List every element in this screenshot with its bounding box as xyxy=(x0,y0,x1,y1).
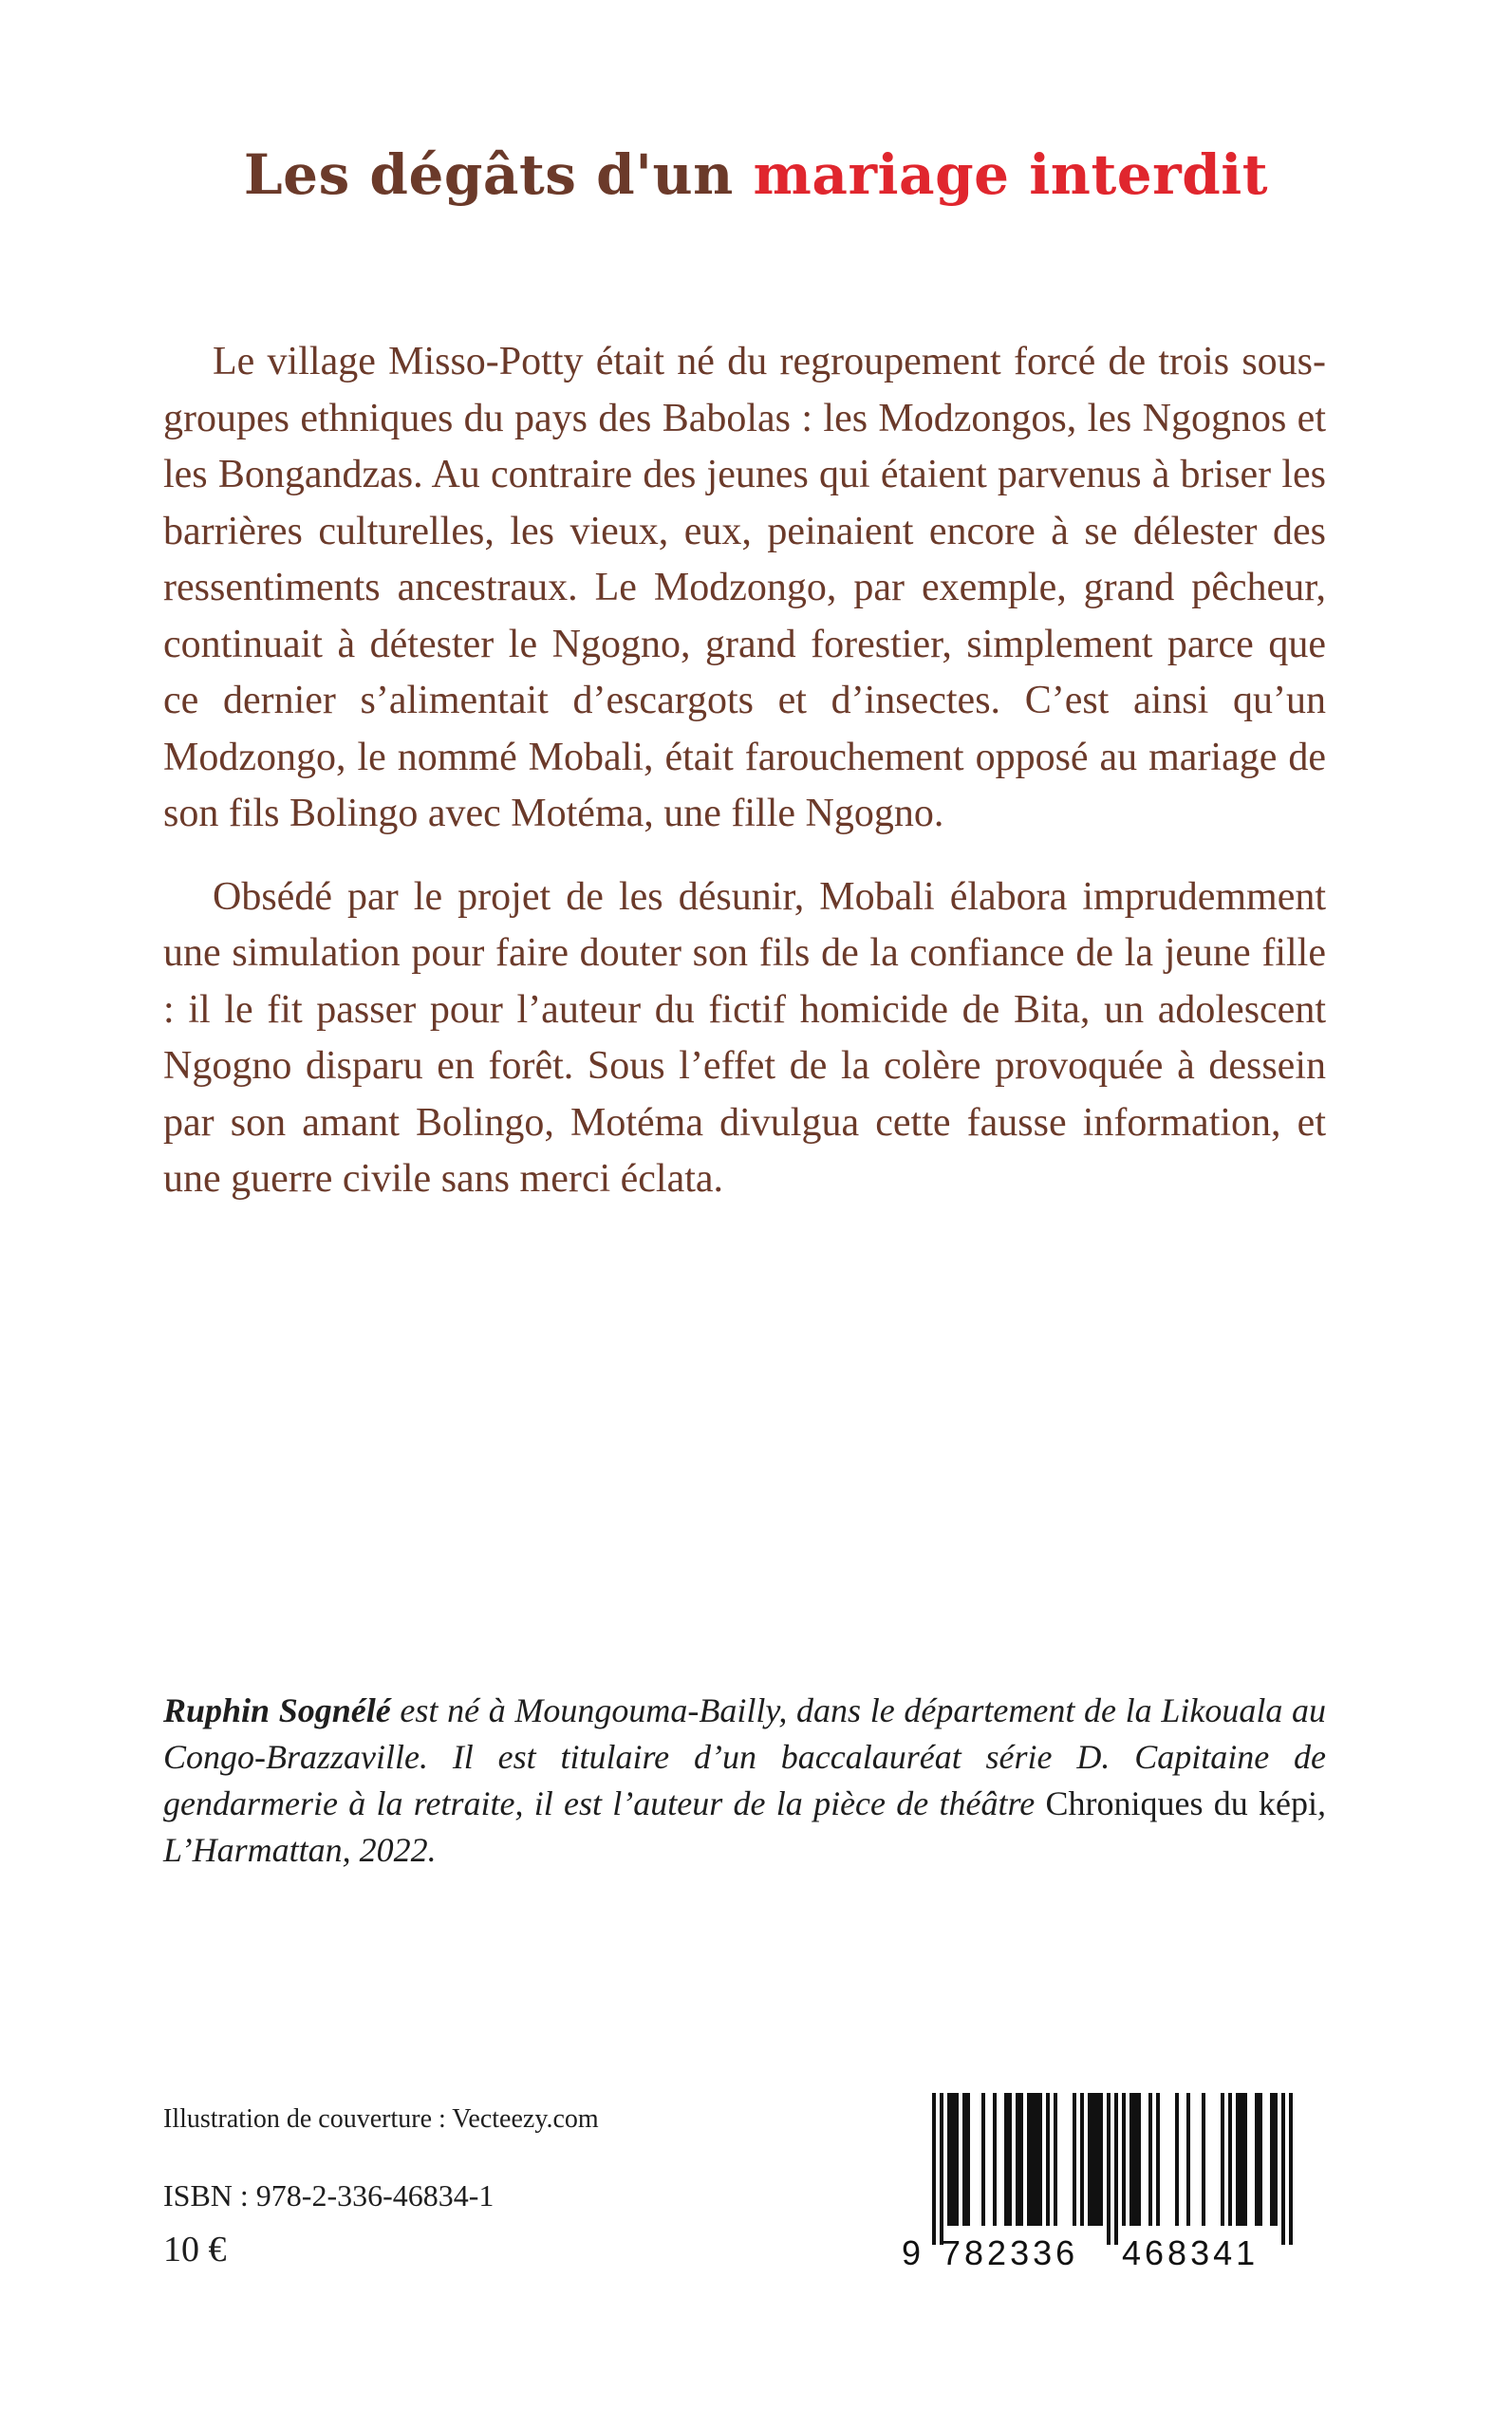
barcode-bar xyxy=(1004,2093,1008,2226)
barcode-bar xyxy=(1259,2093,1262,2226)
barcode-bar xyxy=(1080,2093,1084,2226)
barcode-bar xyxy=(1099,2093,1103,2226)
barcode-bar xyxy=(1148,2093,1152,2226)
barcode-bar xyxy=(947,2093,951,2226)
barcode-bar xyxy=(1035,2093,1038,2226)
barcode-right-group: 468341 xyxy=(1122,2233,1260,2272)
barcode-bar xyxy=(1228,2093,1232,2226)
isbn-number: ISBN : 978-2-336-46834-1 xyxy=(163,2178,495,2213)
barcode-bars xyxy=(902,2093,1305,2250)
barcode-bar xyxy=(1008,2093,1012,2226)
barcode-bar xyxy=(1270,2093,1274,2226)
author-bio xyxy=(163,1688,1326,1874)
barcode-bar xyxy=(1137,2093,1141,2226)
previous-book-title: Chroniques du képi xyxy=(1045,1784,1317,1822)
barcode-bar xyxy=(1114,2093,1118,2245)
synopsis xyxy=(163,334,1326,1208)
title-part-brown: Les dégâts d'un xyxy=(243,142,754,207)
illustration-credit: Illustration de couverture : Vecteezy.com xyxy=(163,2104,599,2134)
barcode-bar xyxy=(1031,2093,1035,2226)
barcode-bar xyxy=(981,2093,985,2226)
isbn-barcode xyxy=(902,2093,1305,2283)
barcode-bar xyxy=(1038,2093,1042,2226)
barcode-digits xyxy=(902,2233,1305,2283)
title-part-red: mariage interdit xyxy=(753,142,1269,207)
barcode-bar xyxy=(951,2093,955,2226)
barcode-bar xyxy=(962,2093,966,2226)
bio-text-before-title: est né à Moungouma-Bailly, dans le département de la Likouala au Congo-Brazzaville. Il est titulaire d’un baccalauréat série D. Capitaine de gendarmerie à la retraite, il est l’auteur de la pièce de théâtre xyxy=(163,1691,1326,1822)
barcode-first-digit: 9 xyxy=(902,2233,922,2272)
barcode-left-group: 782336 xyxy=(942,2233,1079,2272)
synopsis-paragraph-2: Obsédé par le projet de les désunir, Mobali élabora imprudemment une simulation pour faire douter son fils de la confiance de la jeune fille : il le fit passer pour l’auteur du fictif homicide de Bita, un adolescent Ngogno disparu en forêt. Sous l’effet de la colère provoquée à dessein par son amant Bolingo, Motéma divulgua cette fausse information, et une guerre civile sans merci éclata. xyxy=(163,874,1326,1201)
barcode-bar xyxy=(1016,2093,1019,2226)
barcode-bar xyxy=(940,2093,943,2245)
barcode-bar xyxy=(1186,2093,1190,2226)
bio-text-after-title: , L’Harmattan, 2022. xyxy=(163,1784,1326,1869)
barcode-bar xyxy=(1107,2093,1111,2245)
barcode-bar xyxy=(1289,2093,1293,2245)
barcode-bar xyxy=(1088,2093,1092,2226)
barcode-bar xyxy=(1175,2093,1179,2226)
barcode-bar xyxy=(1281,2093,1285,2245)
barcode-bar xyxy=(1054,2093,1057,2226)
barcode-bar xyxy=(1019,2093,1023,2226)
barcode-bar xyxy=(1133,2093,1137,2226)
barcode-bar xyxy=(1027,2093,1031,2226)
synopsis-paragraph-1: Le village Misso-Potty était né du regroupement forcé de trois sous-groupes ethniques du pays des Babolas : les Modzongos, les Ngognos et les Bongandzas. Au contraire des jeunes qui étaient parvenus à briser les barrières culturelles, les vieux, eux, peinaient encore à se délester des ressentiments ancestraux. Le Modzongo, par exemple, grand pêcheur, continuait à détester le Ngogno, grand forestier, simplement parce que ce dernier s’alimentait d’escargots et d’insectes. C’est ainsi qu’un Modzongo, le nommé Mobali, était farouchement opposé au mariage de son fils Bolingo avec Motéma, une fille Ngogno. xyxy=(163,340,1326,835)
barcode-bar xyxy=(1236,2093,1240,2226)
barcode-bar xyxy=(1122,2093,1126,2226)
barcode-bar xyxy=(1243,2093,1247,2226)
barcode-bar xyxy=(966,2093,970,2226)
author-name: Ruphin Sognélé xyxy=(163,1691,391,1729)
barcode-bar xyxy=(1092,2093,1095,2226)
barcode-bar xyxy=(1073,2093,1076,2226)
barcode-bar xyxy=(932,2093,936,2245)
barcode-bar xyxy=(1221,2093,1224,2226)
book-title-heading xyxy=(0,142,1512,207)
barcode-bar xyxy=(1274,2093,1278,2226)
barcode-bar xyxy=(1129,2093,1133,2226)
price: 10 € xyxy=(163,2230,227,2269)
barcode-bar xyxy=(1156,2093,1160,2226)
barcode-bar xyxy=(1095,2093,1099,2226)
barcode-bar xyxy=(1255,2093,1259,2226)
barcode-bar xyxy=(993,2093,997,2226)
barcode-bar xyxy=(955,2093,959,2226)
barcode-bar xyxy=(1202,2093,1205,2226)
barcode-bar xyxy=(1046,2093,1050,2226)
barcode-bar xyxy=(1240,2093,1243,2226)
